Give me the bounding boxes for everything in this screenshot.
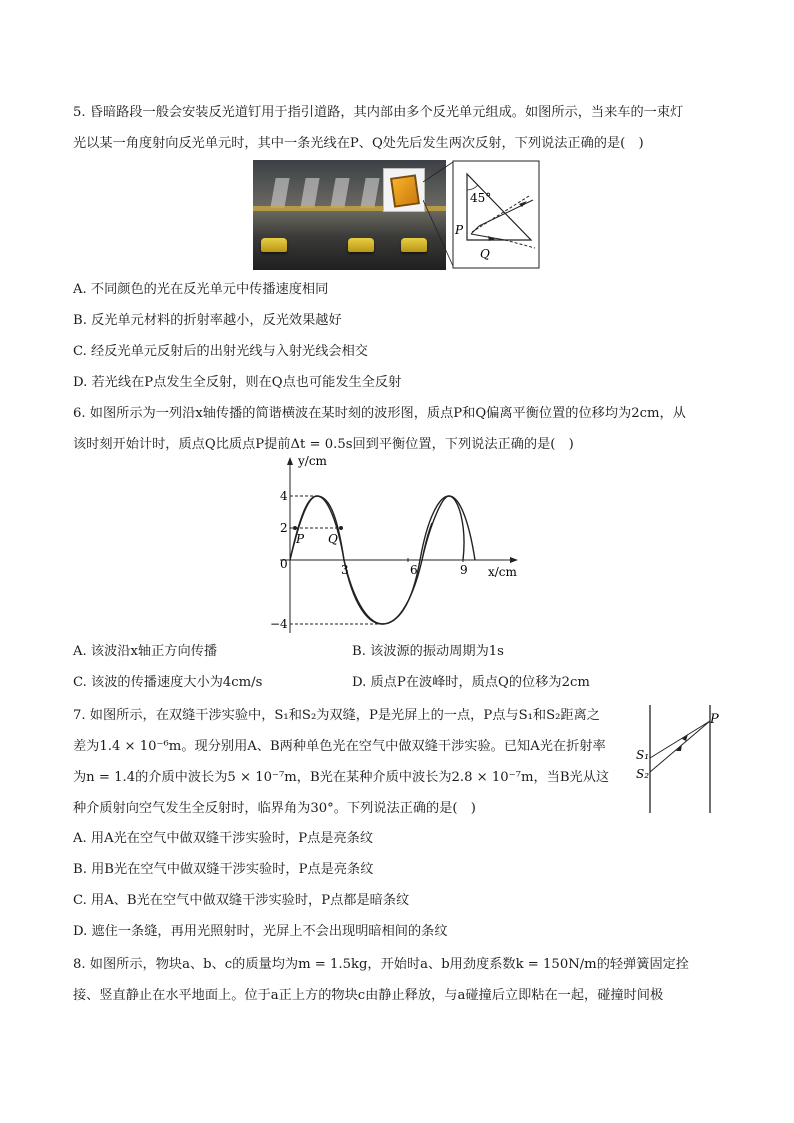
- slit-s1-label: S₁: [636, 748, 650, 762]
- q7-option-d: D. 遮住一条缝，再用光照射时，光屏上不会出现明暗相间的条纹: [73, 924, 448, 939]
- q8-stem-line-2: 接、竖直静止在水平地面上。位于a正上方的物块c由静止释放，与a碰撞后立即粘在一起，碰撞时间极: [73, 988, 664, 1003]
- point-q-label: Q: [328, 532, 338, 546]
- y-tick-neg4: −4: [270, 617, 288, 631]
- q7-stem-line-3: 为n = 1.4的介质中波长为5 × 10⁻⁷m，B光在某种介质中波长为2.8 × 10⁻⁷m，当B光从这: [73, 770, 610, 785]
- x-tick-9: 9: [460, 563, 468, 577]
- q6-option-d: D. 质点P在波峰时，质点Q的位移为2cm: [352, 675, 590, 690]
- slit-s2-label: S₂: [636, 767, 650, 781]
- q7-option-b: B. 用B光在空气中做双缝干涉实验时，P点是亮条纹: [73, 862, 374, 877]
- x-tick-6: 6: [410, 563, 418, 577]
- q7-option-c: C. 用A、B光在空气中做双缝干涉实验时，P点都是暗条纹: [73, 893, 410, 908]
- x-tick-3: 3: [341, 563, 349, 577]
- q6-stem-line-2: 该时刻开始计时，质点Q比质点P提前Δt = 0.5s回到平衡位置，下列说法正确的是( ): [73, 437, 574, 452]
- q5-stem-line-1: 5. 昏暗路段一般会安装反光道钉用于指引道路，其内部由多个反光单元组成。如图所示，当来车的一束灯: [73, 105, 684, 120]
- y-axis-label: y/cm: [298, 455, 327, 468]
- q6-option-b: B. 该波源的振动周期为1s: [352, 644, 504, 659]
- screen-point-p-label: P: [710, 712, 719, 727]
- reflector-prism-diagram: [423, 160, 541, 270]
- q6-stem-line-1: 6. 如图所示为一列沿x轴传播的简谐横波在某时刻的波形图，质点P和Q偏离平衡位置的位移均为2cm，从: [73, 406, 686, 421]
- q8-stem-line-1: 8. 如图所示，物块a、b、c的质量均为m = 1.5kg，开始时a、b用劲度系数k = 150N/m的轻弹簧固定拴: [73, 957, 690, 972]
- y-tick-4: 4: [280, 489, 288, 503]
- origin-label: 0: [280, 557, 288, 571]
- q5-option-a: A. 不同颜色的光在反光单元中传播速度相同: [73, 282, 329, 297]
- q7-stem-line-4: 种介质射向空气发生全反射时，临界角为30°。下列说法正确的是( ): [73, 801, 476, 816]
- q7-option-a: A. 用A光在空气中做双缝干涉实验时，P点是亮条纹: [73, 831, 374, 846]
- q6-option-c: C. 该波的传播速度大小为4cm/s: [73, 675, 263, 690]
- point-p-label: P: [296, 532, 305, 546]
- point-q-label: Q: [480, 247, 490, 261]
- wave-graph: [262, 455, 532, 635]
- q5-option-b: B. 反光单元材料的折射率越小，反光效果越好: [73, 313, 342, 328]
- q7-stem-line-2: 差为1.4 × 10⁻⁶m。现分别用A、B两种单色光在空气中做双缝干涉实验。已知A光在折射率: [73, 739, 606, 754]
- stud-closeup-reflector: [390, 174, 420, 207]
- q6-option-a: A. 该波沿x轴正方向传播: [73, 644, 218, 659]
- q5-option-c: C. 经反光单元反射后的出射光线与入射光线会相交: [73, 344, 368, 359]
- point-p-label: P: [455, 223, 464, 237]
- q5-stem-line-2: 光以某一角度射向反光单元时，其中一条光线在P、Q处先后发生两次反射，下列说法正确的是( ): [73, 136, 644, 151]
- y-tick-2: 2: [280, 521, 288, 535]
- q5-option-d: D. 若光线在P点发生全反射，则在Q点也可能发生全反射: [73, 375, 402, 390]
- angle-label: 45°: [470, 191, 492, 205]
- x-axis-label: x/cm: [488, 565, 517, 579]
- q7-stem-line-1: 7. 如图所示，在双缝干涉实验中，S₁和S₂为双缝，P是光屏上的一点，P点与S₁和S₂距离之: [73, 708, 600, 723]
- double-slit-diagram: [632, 703, 726, 815]
